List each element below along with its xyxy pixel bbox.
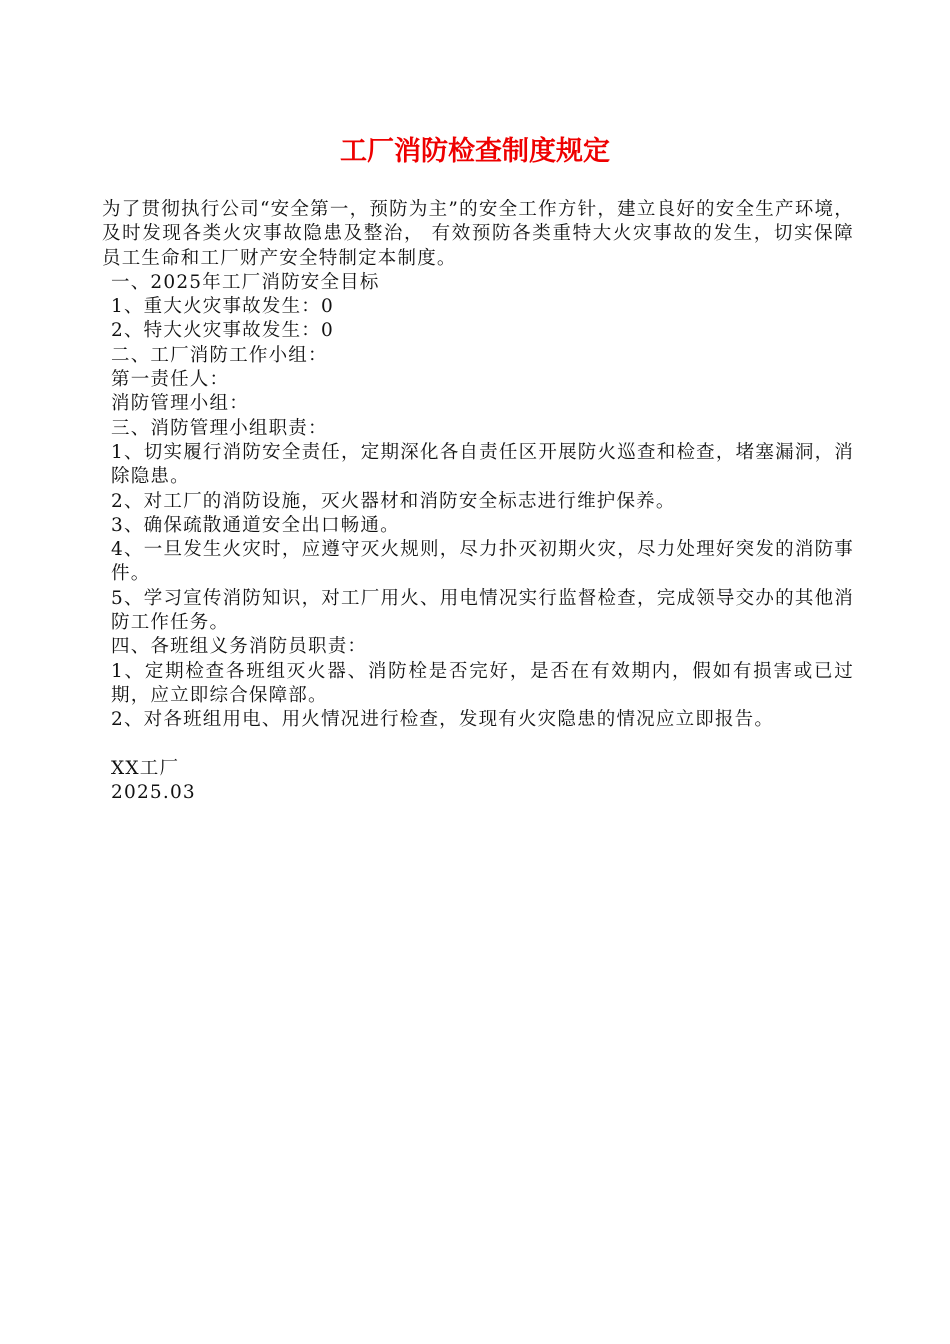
section-heading-volunteer-duties: 四、各班组义务消防员职责： xyxy=(111,636,368,658)
signature-date: 2025.03 xyxy=(111,782,196,804)
document-title: 工厂消防检查制度规定 xyxy=(340,136,610,167)
list-item: 消防管理小组： xyxy=(111,393,249,415)
list-item: 2、特大火灾事故发生：0 xyxy=(111,320,334,342)
signature-org: XX工厂 xyxy=(111,757,180,779)
list-item: 第一责任人： xyxy=(111,369,230,391)
section-heading-team: 二、工厂消防工作小组： xyxy=(111,344,328,366)
list-item: 5、学习宣传消防知识，对工厂用火、用电情况实行监督检查，完成领导交办的其他消防工作任务。 xyxy=(111,587,854,634)
list-item: 1、定期检查各班组灭火器、消防栓是否完好，是否在有效期内，假如有损害或已过期，应立即综合保障部。 xyxy=(111,660,854,706)
list-item: 3、确保疏散通道安全出口畅通。 xyxy=(111,514,400,536)
signature-spacer xyxy=(102,733,854,757)
list-item: 2、对各班组用电、用火情况进行检查，发现有火灾隐患的情况应立即报告。 xyxy=(111,709,775,731)
list-item: 2、对工厂的消防设施，灭火器材和消防安全标志进行维护保养。 xyxy=(111,490,676,512)
intro-paragraph: 为了贯彻执行公司“安全第一，预防为主”的安全工作方针，建立良好的安全生产环境，及时发现各类火灾事故隐患及整治， 有效预防各类重特大火灾事故的发生，切实保障员工生命和工厂财产安全特制定本制度。 xyxy=(102,199,854,269)
list-item: 4、一旦发生火灾时，应遵守灭火规则，尽力扑灭初期火灾，尽力处理好突发的消防事件。 xyxy=(111,539,854,585)
document-body xyxy=(102,198,854,805)
section-heading-targets: 一、2025年工厂消防安全目标 xyxy=(111,271,380,293)
list-item: 1、切实履行消防安全责任，定期深化各自责任区开展防火巡查和检查，堵塞漏洞，消除隐患。 xyxy=(111,441,854,488)
section-heading-team-duties: 三、消防管理小组职责： xyxy=(111,417,328,439)
list-item: 1、重大火灾事故发生：0 xyxy=(111,296,334,318)
